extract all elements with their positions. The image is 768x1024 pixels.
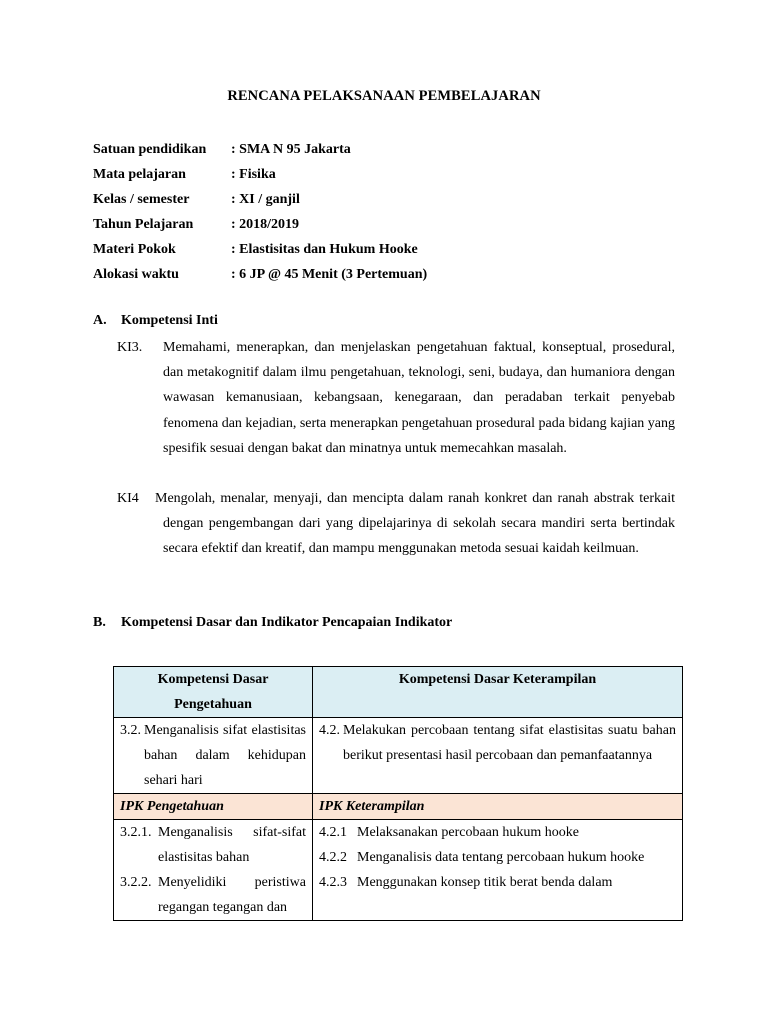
list-item: 4.2.3 Menggunakan konsep titik berat benda dalam — [319, 875, 613, 890]
ki3-label: KI3. — [117, 340, 143, 355]
identity-value: : SMA N 95 Jakarta — [231, 141, 351, 157]
ki3-paragraph — [117, 335, 675, 461]
section-b-heading — [93, 615, 452, 631]
list-item: 3.2.1. Menganalisis sifat-sifat elastisitas bahan — [120, 825, 306, 865]
kompetensi-table — [113, 666, 683, 921]
ki4-text: Mengolah, menalar, menyaji, dan mencipta dalam ranah konkret dan ranah abstrak terkait dengan pengembangan dari yang dipelajarinya di sekolah secara mandiri serta bertindak secara efektif dan kreatif, dan mampu menggunakan metoda sesuai kaidah keilmuan. — [155, 491, 675, 557]
ipk-header-row — [114, 794, 683, 820]
section-a-heading — [93, 313, 218, 329]
section-letter: A. — [93, 313, 107, 328]
ipk-right-cell — [313, 820, 683, 921]
kd-right-cell — [313, 718, 683, 794]
identity-label: Kelas / semester — [93, 191, 190, 207]
identity-value: : 6 JP @ 45 Menit (3 Pertemuan) — [231, 266, 428, 282]
identity-label: Mata pelajaran — [93, 166, 186, 182]
identity-label: Tahun Pelajaran — [93, 216, 194, 232]
ipk-left-cell — [114, 820, 313, 921]
identity-value: : Fisika — [231, 166, 276, 182]
table-row — [114, 820, 683, 921]
kd-text: Menganalisis sifat elastisitas bahan dalam kehidupan sehari hari — [144, 723, 306, 788]
identity-value: : 2018/2019 — [231, 216, 300, 232]
kd-number: 3.2. — [120, 723, 141, 738]
ki4-label: KI4 — [117, 491, 139, 506]
ipk-right-header: IPK Keterampilan — [313, 794, 683, 820]
list-item: 3.2.2. Menyelidiki peristiwa regangan tegangan dan — [120, 875, 306, 915]
ki4-paragraph — [117, 486, 675, 562]
ipk-left-header: IPK Pengetahuan — [114, 794, 313, 820]
table-header-row — [114, 667, 683, 718]
identity-block — [93, 137, 427, 287]
list-item: 4.2.2 Menganalisis data tentang percobaan hukum hooke — [319, 850, 645, 865]
header-right: Kompetensi Dasar Keterampilan — [313, 667, 683, 718]
section-letter: B. — [93, 615, 106, 630]
identity-row — [93, 137, 427, 162]
identity-label: Alokasi waktu — [93, 266, 179, 282]
identity-row — [93, 212, 427, 237]
table-row — [114, 718, 683, 794]
kd-number: 4.2. — [319, 723, 340, 738]
identity-label: Materi Pokok — [93, 241, 176, 257]
identity-value: : XI / ganjil — [231, 191, 300, 207]
identity-row — [93, 237, 427, 262]
list-item: 4.2.1 Melaksanakan percobaan hukum hooke — [319, 825, 579, 840]
kd-text: Melakukan percobaan tentang sifat elastisitas suatu bahan berikut presentasi hasil percobaan dan pemanfaatannya — [343, 723, 676, 763]
section-title: Kompetensi Dasar dan Indikator Pencapaian Indikator — [121, 615, 453, 630]
section-title: Kompetensi Inti — [121, 313, 218, 328]
identity-row — [93, 187, 427, 212]
identity-row — [93, 262, 427, 287]
header-left: Kompetensi Dasar Pengetahuan — [114, 667, 313, 718]
identity-row — [93, 162, 427, 187]
ki3-text: Memahami, menerapkan, dan menjelaskan pengetahuan faktual, konseptual, prosedural, dan metakognitif dalam ilmu pengetahuan, teknologi, seni, budaya, dan humaniora dengan wawasan kemanusiaan, kebangsaan, kenegaraan, dan peradaban terkait penyebab fenomena dan kejadian, serta menerapkan pengetahuan prosedural pada bidang kajian yang spesifik sesuai dengan bakat dan minatnya untuk memecahkan masalah. — [163, 340, 675, 456]
kd-left-cell — [114, 718, 313, 794]
document-title: RENCANA PELAKSANAAN PEMBELAJARAN — [227, 88, 541, 104]
identity-label: Satuan pendidikan — [93, 141, 207, 157]
identity-value: : Elastisitas dan Hukum Hooke — [231, 241, 418, 257]
